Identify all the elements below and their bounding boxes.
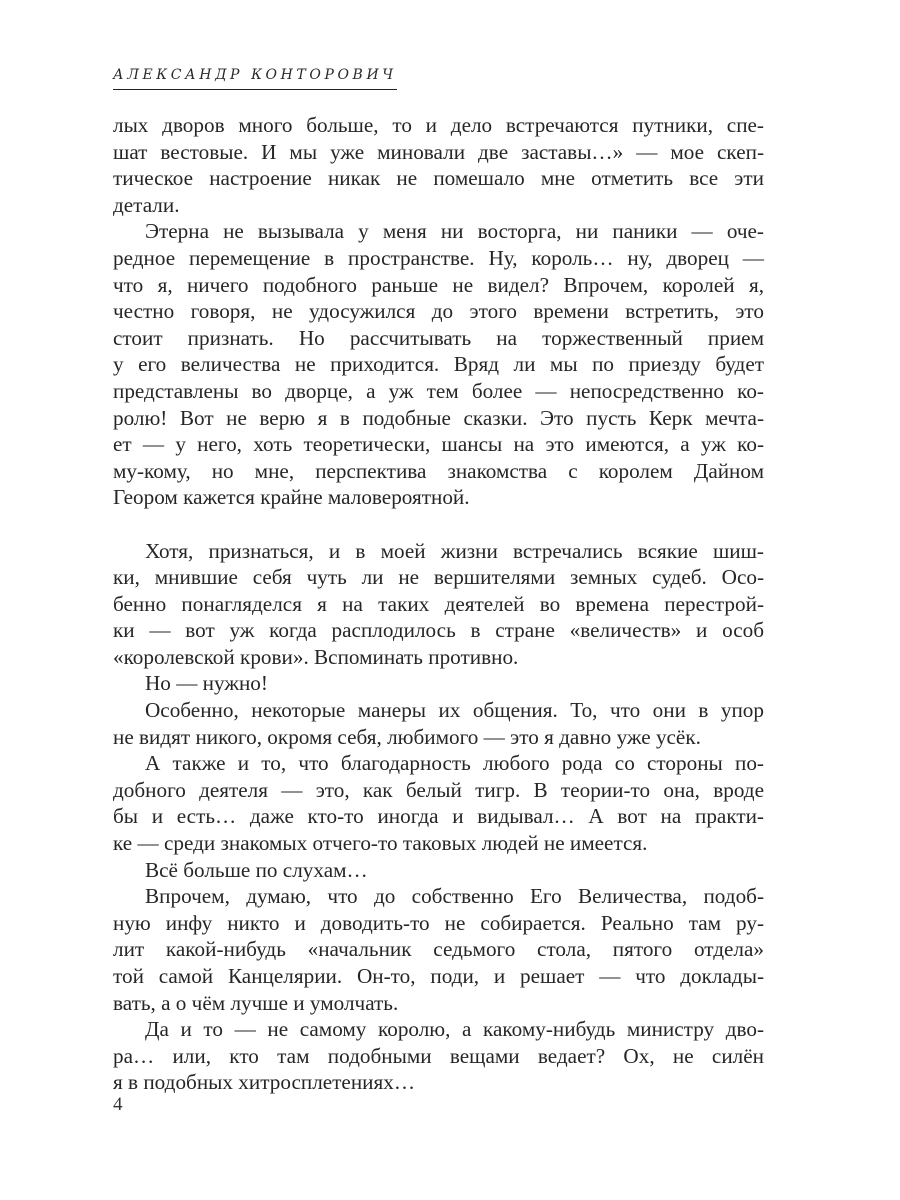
running-head-author: АЛЕКСАНДР КОНТОРОВИЧ — [113, 66, 397, 90]
text-line: ет — у него, хоть теоретически, шансы на это имеются, а уж ко- — [113, 432, 764, 457]
text-line: представлены во дворце, а уж тем более — непосредственно ко- — [113, 378, 764, 403]
paragraph-break — [113, 511, 764, 538]
text-line: добного деятеля — это, как белый тигр. В теории-то она, вроде — [113, 777, 764, 802]
text-line: му-кому, но мне, перспектива знакомства с королем Дайном — [113, 458, 764, 483]
text-line: Но — нужно! — [145, 671, 268, 696]
text-line: Геором кажется крайне маловероятной. — [113, 485, 470, 510]
text-line: тическое настроение никак не помешало мне отметить все эти — [113, 166, 764, 191]
text-line: стоит признать. Но рассчитывать на торжественный прием — [113, 325, 764, 350]
text-line: шат вестовые. И мы уже миновали две заставы…» — мое скеп- — [113, 139, 764, 164]
page-number: 4 — [113, 1094, 123, 1115]
text-line: ную инфу никто и доводить-то не собирается. Реально там ру- — [113, 910, 764, 935]
text-line: у его величества не приходится. Вряд ли мы по приезду будет — [113, 352, 764, 377]
text-line: редное перемещение в пространстве. Ну, король… ну, дворец — — [113, 245, 764, 270]
text-line: ке — среди знакомых отчего-то таковых людей не имеется. — [113, 831, 648, 856]
text-line: лых дворов много больше, то и дело встречаются путники, спе- — [113, 113, 764, 137]
text-line: честно говоря, не удосужился до этого времени встретить, это — [113, 299, 764, 324]
text-line: Да и то — не самому королю, а какому-нибудь министру дво- — [145, 1017, 764, 1042]
text-line: Этерна не вызывала у меня ни восторга, ни паники — оче- — [145, 219, 764, 244]
text-line: вать, а о чём лучше и умолчать. — [113, 990, 399, 1015]
text-line: «королевской крови». Вспоминать противно. — [113, 644, 519, 669]
text-line: ки, мнившие себя чуть ли не вершителями земных судеб. Осо- — [113, 565, 764, 590]
text-line: что я, ничего подобного раньше не видел? Впрочем, королей я, — [113, 272, 764, 297]
text-line: ролю! Вот не верю я в подобные сказки. Это пусть Керк мечта- — [113, 405, 764, 430]
text-line: той самой Канцелярии. Он-то, поди, и решает — что доклады- — [113, 964, 764, 988]
text-line: бенно понагляделся я на таких деятелей во времена перестрой- — [113, 591, 764, 616]
text-line: А также и то, что благодарность любого рода со стороны по- — [145, 751, 764, 776]
text-line: не видят никого, окромя себя, любимого — это я давно уже усёк. — [113, 724, 701, 749]
text-line: Особенно, некоторые манеры их общения. То, что они в упор — [145, 698, 764, 723]
body-text — [113, 112, 764, 1096]
text-line: ра… или, кто там подобными вещами ведает? Ох, не силён — [113, 1043, 764, 1068]
text-line: я в подобных хитросплетениях… — [113, 1070, 416, 1095]
text-line: ки — вот уж когда расплодилось в стране «величеств» и особ — [113, 618, 764, 643]
text-line: Впрочем, думаю, что до собственно Его Величества, подоб- — [145, 884, 764, 909]
text-line: Всё больше по слухам… — [145, 857, 368, 882]
text-line: бы и есть… даже кто-то иногда и видывал… А вот на практи- — [113, 804, 764, 829]
text-line: лит какой-нибудь «начальник седьмого стола, пятого отдела» — [113, 937, 764, 962]
text-line: детали. — [113, 192, 180, 217]
text-line: Хотя, признаться, и в моей жизни встречались всякие шиш- — [145, 538, 764, 563]
